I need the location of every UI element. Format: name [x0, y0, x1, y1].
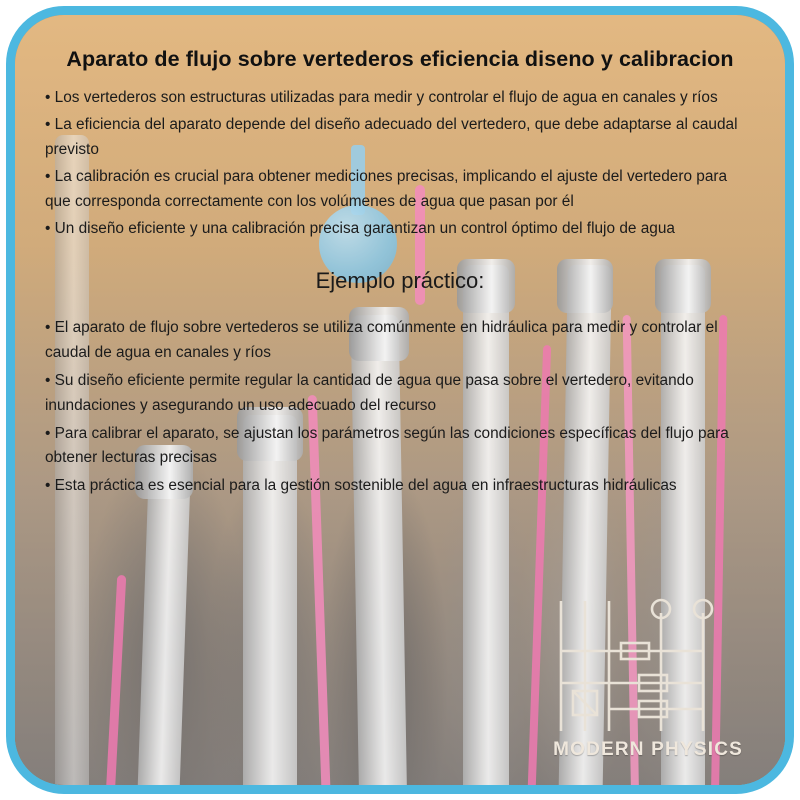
list-item: • La eficiencia del aparato depende del diseño adecuado del vertedero, que debe adaptarse al caudal previsto: [45, 115, 738, 158]
brand-name: MODERN PHYSICS: [553, 739, 743, 760]
circuit-diagram-icon: [543, 591, 743, 741]
section-subtitle: Ejemplo práctico:: [315, 267, 485, 293]
page-title: Aparato de flujo sobre vertederos eficiencia diseno y calibracion: [66, 47, 734, 71]
list-item: • El aparato de flujo sobre vertederos se utiliza comúnmente en hidráulica para medir y controlar el caudal de agua en canales y ríos: [45, 318, 718, 361]
list-item: • Su diseño eficiente permite regular la cantidad de agua que pasa sobre el vertedero, evitando inundaciones y asegurando un uso adecuado del recurso: [45, 371, 694, 414]
list-item: • La calibración es crucial para obtener mediciones precisas, implicando el ajuste del vertedero para que corresponda correctamente con los volúmenes de agua que pasan por él: [45, 167, 728, 210]
list-item: • Para calibrar el aparato, se ajustan los parámetros según las condiciones específicas del flujo para obtener lecturas precisas: [45, 424, 729, 467]
bullet-list-example: [45, 316, 755, 500]
card-frame: [6, 6, 794, 794]
bullet-list-primary: [45, 86, 755, 242]
list-item: • Los vertederos son estructuras utilizadas para medir y controlar el flujo de agua en canales y ríos: [45, 89, 718, 106]
brand-logo: [543, 591, 743, 761]
list-item: • Esta práctica es esencial para la gestión sostenible del agua en infraestructuras hidráulicas: [45, 477, 677, 495]
list-item: • Un diseño eficiente y una calibración precisa garantizan un control óptimo del flujo de agua: [45, 219, 675, 237]
